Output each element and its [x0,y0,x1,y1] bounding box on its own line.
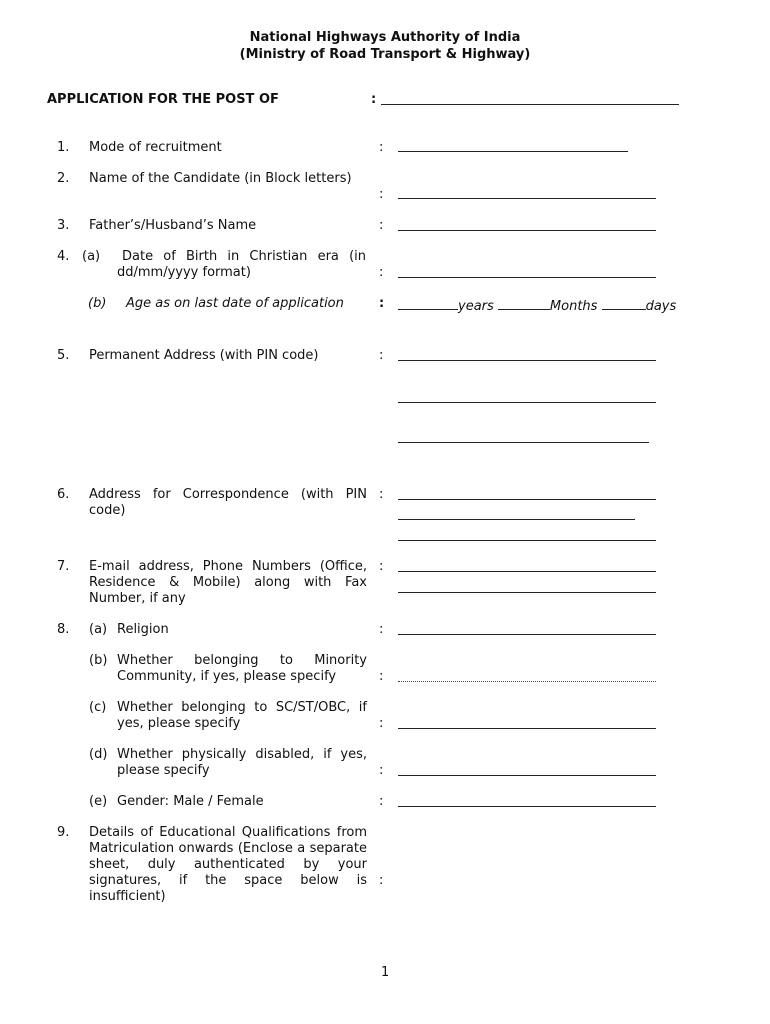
candidate-name-label: Name of the Candidate (in Block letters) [89,171,352,186]
sub-item-letter: (b) [89,653,108,668]
permanent-address-label: Permanent Address (with PIN code) [89,348,319,363]
gender-label: Gender: Male / Female [117,794,264,809]
days-label: days [645,299,677,314]
age-months-field[interactable] [498,296,550,310]
colon: : [379,716,384,731]
item-number: 8. [57,622,70,637]
minority-field[interactable] [398,681,656,682]
correspondence-address-label: Address for Correspondence (with PIN code) [89,487,367,518]
religion-field[interactable] [398,634,656,635]
age-label: Age as on last date of application [126,296,344,311]
physically-disabled-label: Whether physically disabled, if yes, please specify [117,747,367,778]
permanent-address-field-2[interactable] [398,402,656,403]
colon: : [379,763,384,778]
sub-item-letter: (b) [88,296,107,311]
contact-details-field-2[interactable] [398,592,656,593]
sc-st-obc-label: Whether belonging to SC/ST/OBC, if yes, please specify [117,700,367,731]
father-husband-name-label: Father’s/Husband’s Name [89,218,257,233]
correspondence-address-field-1[interactable] [398,499,656,500]
colon: : [379,669,384,684]
colon: : [379,218,384,233]
dob-field[interactable] [398,277,656,278]
colon: : [379,296,385,311]
organization-title: National Highways Authority of India [249,30,521,45]
dob-label-line2: dd/mm/yyyy format) [117,265,251,280]
gender-field[interactable] [398,806,656,807]
colon: : [379,348,384,363]
item-number: 7. [57,559,70,574]
months-label: Months [549,299,598,314]
colon: : [379,140,384,155]
mode-of-recruitment-label: Mode of recruitment [89,140,222,155]
colon: : [379,187,384,202]
father-husband-name-field[interactable] [398,230,656,231]
ministry-subtitle: (Ministry of Road Transport & Highway) [239,47,531,62]
item-number: 9. [57,825,70,840]
sub-item-letter: (a) [89,622,108,637]
colon: : [379,265,384,280]
permanent-address-field-1[interactable] [398,360,656,361]
page-number: 1 [381,965,390,980]
colon: : [379,487,384,502]
sc-st-obc-field[interactable] [398,728,656,729]
post-field[interactable] [381,104,679,105]
sub-item-letter: (e) [89,794,108,809]
minority-label: Whether belonging to Minority Community, if yes, please specify [117,653,367,684]
post-colon: : [371,92,377,107]
item-number: 1. [57,140,70,155]
item-number: 2. [57,171,70,186]
correspondence-address-field-3[interactable] [398,540,656,541]
sub-item-letter: (c) [89,700,107,715]
correspondence-address-field-2[interactable] [398,519,635,520]
item-number: 3. [57,218,70,233]
contact-details-field-1[interactable] [398,571,656,572]
sub-item-letter: (a) [82,249,101,264]
permanent-address-field-3[interactable] [398,442,649,443]
item-number: 4. [57,249,70,264]
mode-of-recruitment-field[interactable] [398,151,628,152]
age-years-field[interactable] [398,296,458,310]
colon: : [379,559,384,574]
colon: : [379,622,384,637]
colon: : [379,873,384,888]
age-field-row [398,296,676,315]
candidate-name-field[interactable] [398,198,656,199]
item-number: 6. [57,487,70,502]
post-label: APPLICATION FOR THE POST OF [47,92,279,107]
educational-qualifications-label: Details of Educational Qualifications from Matriculation onwards (Enclose a separate sheet, duly authenticated by your signatures, if the space below is insufficient) [89,825,367,904]
contact-details-label: E-mail address, Phone Numbers (Office, Residence & Mobile) along with Fax Number, if any [89,559,367,606]
physically-disabled-field[interactable] [398,775,656,776]
item-number: 5. [57,348,70,363]
sub-item-letter: (d) [89,747,108,762]
dob-label-line1: Date of Birth in Christian era (in [122,249,366,264]
years-label: years [458,299,494,314]
colon: : [379,794,384,809]
age-days-field[interactable] [602,296,646,310]
religion-label: Religion [117,622,169,637]
